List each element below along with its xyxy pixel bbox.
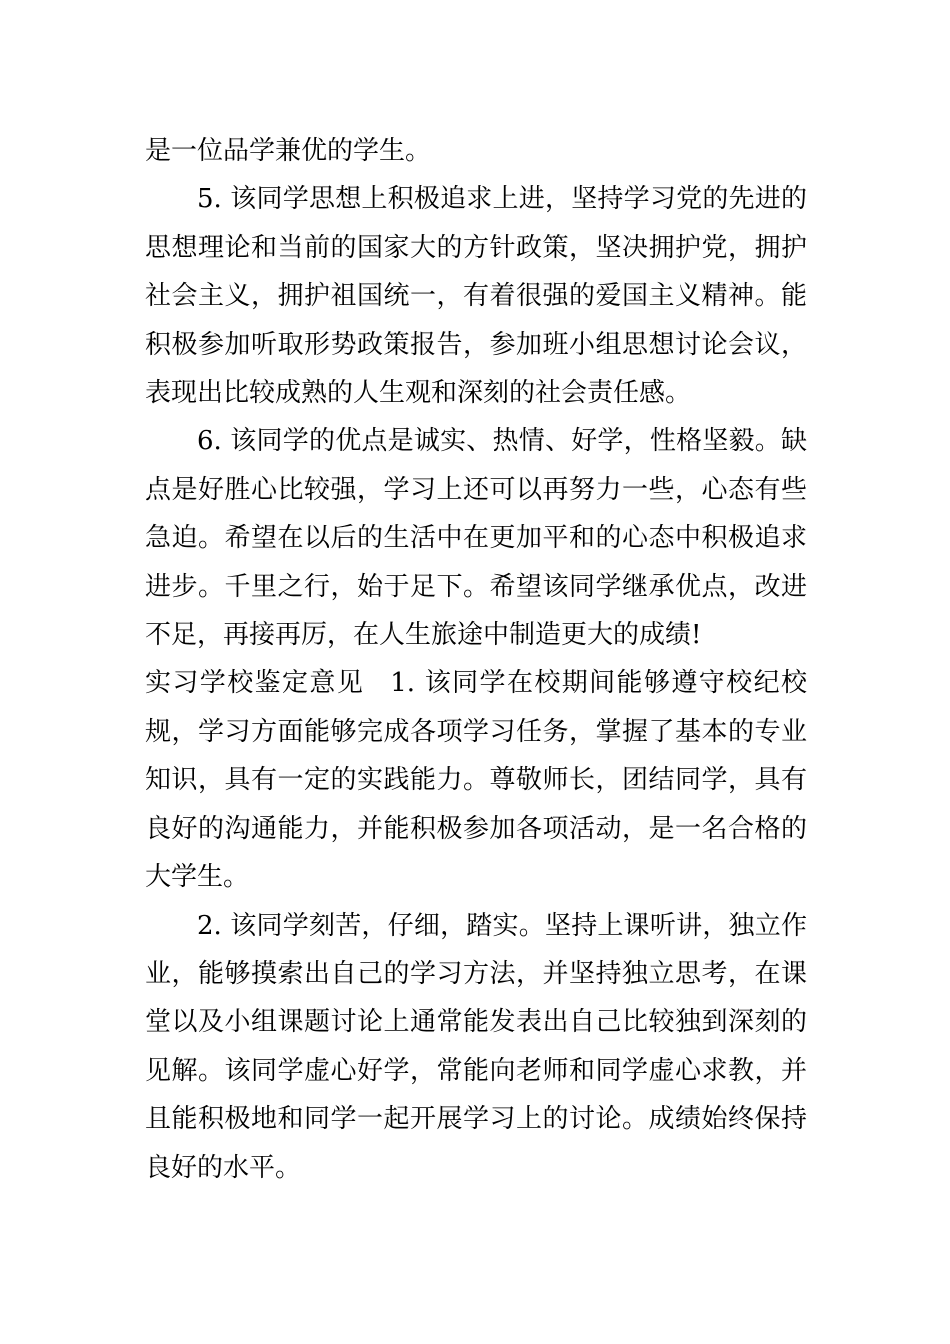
paragraph-continuation: 是一位品学兼优的学生。 bbox=[145, 136, 432, 166]
section-label: 实习学校鉴定意见 bbox=[145, 668, 365, 699]
paragraph-item-5: 5. 该同学思想上积极追求上进，坚持学习党的先进的思想理论和当前的国家大的方针政策，坚决拥护党，拥护社会主义，拥护祖国统一，有着很强的爱国主义精神。能积极参加听取形势政策报告，参加班小组思想讨论会议，表现出比较成熟的人生观和深刻的社会责任感。 bbox=[145, 184, 807, 409]
document-body bbox=[145, 127, 807, 1192]
paragraph-section-item-2: 2. 该同学刻苦，仔细，踏实。坚持上课听讲，独立作业，能够摸索出自己的学习方法，并坚持独立思考，在课堂以及小组课题讨论上通常能发表出自己比较独到深刻的见解。该同学虚心好学，常能向老师和同学虚心求教，并且能积极地和同学一起开展学习上的讨论。成绩始终保持良好的水平。 bbox=[145, 910, 807, 1183]
paragraph-section-opinion bbox=[145, 659, 807, 901]
paragraph-item-6: 6. 该同学的优点是诚实、热情、好学，性格坚毅。缺点是好胜心比较强，学习上还可以再努力一些，心态有些急迫。希望在以后的生活中在更加平和的心态中积极追求进步。千里之行，始于足下。希望该同学继承优点，改进不足，再接再厉，在人生旅途中制造更大的成绩! bbox=[145, 426, 807, 651]
section-first-item-text: 1. 该同学在校期间能够遵守校纪校规，学习方面能够完成各项学习任务，掌握了基本的专业知识，具有一定的实践能力。尊敬师长，团结同学，具有良好的沟通能力，并能积极参加各项活动，是一名合格的大学生。 bbox=[145, 668, 807, 893]
